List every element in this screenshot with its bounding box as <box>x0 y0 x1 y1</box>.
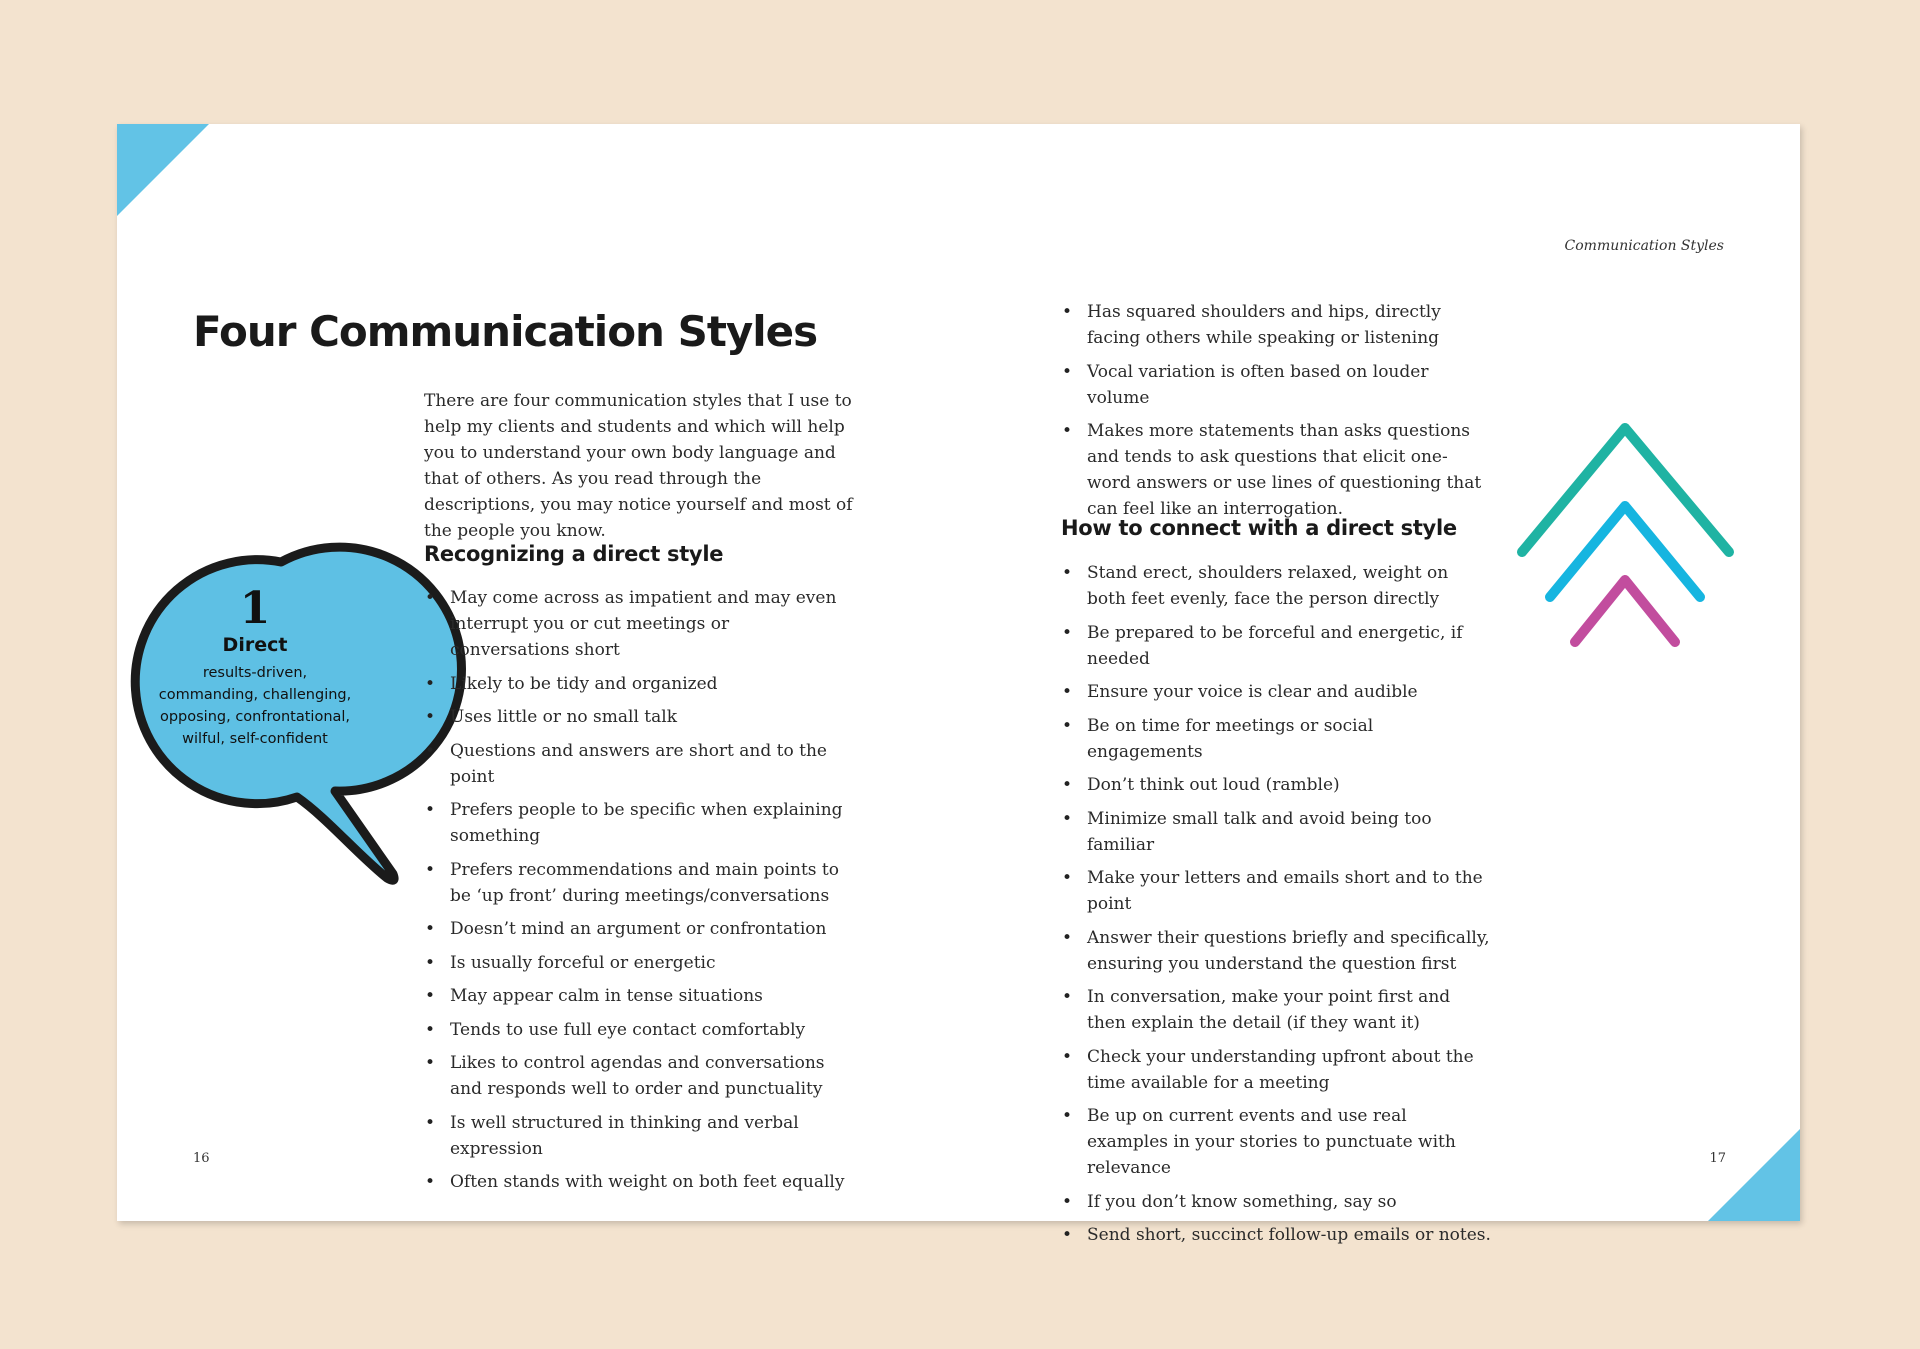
list-item: • Check your understanding upfront about the time available for a meeting <box>1061 1044 1491 1096</box>
list-item: • Stand erect, shoulders relaxed, weight on both feet evenly, face the person directly <box>1061 560 1491 612</box>
list-item: • Uses little or no small talk <box>424 704 854 730</box>
list-item: • Is well structured in thinking and verbal expression <box>424 1110 854 1162</box>
connecting-heading: How to connect with a direct style <box>1061 516 1457 540</box>
style-description: results-driven, commanding, challenging, opposing, confrontational, wilful, self-confident <box>158 665 352 747</box>
list-item: • Makes more statements than asks questions and tends to ask questions that elicit one-word answers or use lines of questioning that can feel like an interrogation. <box>1061 418 1491 522</box>
corner-triangle-icon <box>117 124 209 216</box>
list-item: • Minimize small talk and avoid being too familiar <box>1061 806 1491 858</box>
list-item: • Often stands with weight on both feet equally <box>424 1169 854 1195</box>
list-item: • Tends to use full eye contact comfortably <box>424 1017 854 1043</box>
list-item: • In conversation, make your point first and then explain the detail (if they want it) <box>1061 984 1491 1036</box>
corner-triangle-icon <box>1708 1129 1800 1221</box>
list-item: • Vocal variation is often based on louder volume <box>1061 359 1491 411</box>
style-name: Direct <box>222 634 288 656</box>
page-number-left: 16 <box>193 1151 210 1166</box>
list-item: • Send short, succinct follow-up emails or notes. <box>1061 1222 1491 1248</box>
list-item: • Prefers recommendations and main points to be ‘up front’ during meetings/conversations <box>424 857 854 909</box>
list-item: • May appear calm in tense situations <box>424 983 854 1009</box>
list-item: • Likely to be tidy and organized <box>424 671 854 697</box>
recognizing-list <box>424 585 854 1203</box>
list-item: • Likes to control agendas and conversations and responds well to order and punctuality <box>424 1050 854 1102</box>
chevrons-up-icon <box>1512 296 1742 666</box>
recognizing-list-continued <box>1061 299 1491 530</box>
page-number-right: 17 <box>1709 1151 1726 1166</box>
style-bubble <box>155 583 355 750</box>
list-item: • Be prepared to be forceful and energetic, if needed <box>1061 620 1491 672</box>
book-spread <box>117 124 1800 1245</box>
running-head: Communication Styles <box>1564 238 1724 254</box>
list-item: • Be on time for meetings or social engagements <box>1061 713 1491 765</box>
recognizing-heading: Recognizing a direct style <box>424 542 724 566</box>
intro-paragraph: There are four communication styles that I use to help my clients and students and which will help you to understand your own body language and that of others. As you read through the descriptions, you may notice yourself and most of the people you know. <box>424 391 853 541</box>
list-item: • May come across as impatient and may even interrupt you or cut meetings or conversations short <box>424 585 854 663</box>
list-item: • Make your letters and emails short and to the point <box>1061 865 1491 917</box>
style-number: 1 <box>239 583 271 634</box>
list-item: • Answer their questions briefly and specifically, ensuring you understand the question first <box>1061 925 1491 977</box>
list-item: • Don’t think out loud (ramble) <box>1061 772 1491 798</box>
list-item: • Ensure your voice is clear and audible <box>1061 679 1491 705</box>
list-item: • Prefers people to be specific when explaining something <box>424 797 854 849</box>
list-item: • Has squared shoulders and hips, directly facing others while speaking or listening <box>1061 299 1491 351</box>
list-item: • If you don’t know something, say so <box>1061 1189 1491 1215</box>
connecting-list <box>1061 560 1491 1256</box>
list-item: • Be up on current events and use real examples in your stories to punctuate with relevance <box>1061 1103 1491 1181</box>
list-item: • Is usually forceful or energetic <box>424 950 854 976</box>
page-title: Four Communication Styles <box>193 307 818 356</box>
list-item: • Questions and answers are short and to the point <box>424 738 854 790</box>
list-item: • Doesn’t mind an argument or confrontation <box>424 916 854 942</box>
